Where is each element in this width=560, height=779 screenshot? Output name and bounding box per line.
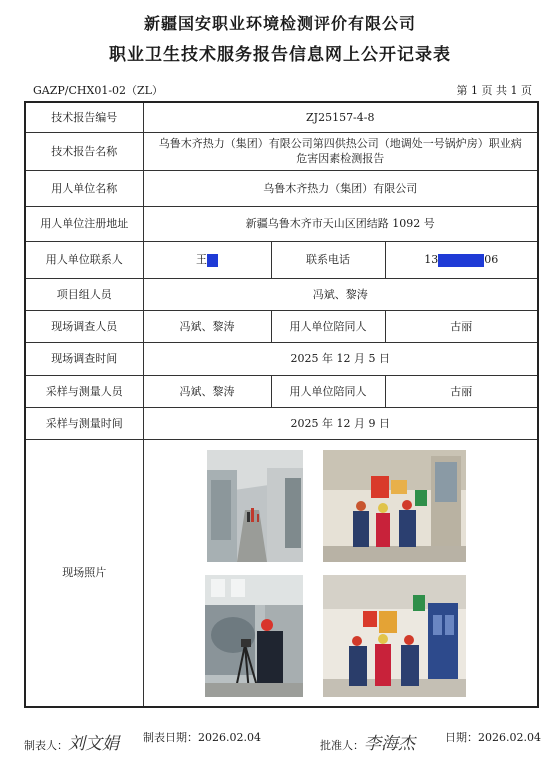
label-phone: 联系电话 (271, 241, 385, 278)
value-survey-escort: 古丽 (385, 310, 538, 342)
label-report-no: 技术报告编号 (25, 102, 143, 132)
value-survey-time: 2025 年 12 月 5 日 (143, 342, 538, 375)
contact-name-prefix: 王 (196, 253, 207, 266)
prep-date-value: 2026.02.04 (198, 731, 261, 744)
label-survey-time: 现场调查时间 (25, 342, 143, 375)
date-block (445, 729, 541, 745)
row-report-name (25, 132, 538, 170)
site-photo-4 (323, 575, 466, 697)
value-survey-staff: 冯斌、黎涛 (143, 310, 271, 342)
photos-cell (143, 439, 538, 707)
value-report-no: ZJ25157-4-8 (143, 102, 538, 132)
value-sampling-escort: 古丽 (385, 375, 538, 407)
value-report-name: 乌鲁木齐热力（集团）有限公司第四供热公司（地调处一号锅炉房）职业病危害因素检测报告 (143, 132, 538, 170)
site-photo-2 (323, 450, 466, 562)
row-client (25, 170, 538, 206)
value-sampling-staff: 冯斌、黎涛 (143, 375, 271, 407)
approver-label: 批准人： (320, 739, 364, 752)
row-team (25, 278, 538, 310)
date-value: 2026.02.04 (478, 731, 541, 744)
label-survey-staff: 现场调查人员 (25, 310, 143, 342)
form-title: 职业卫生技术服务报告信息网上公开记录表 (109, 45, 451, 65)
label-sampling-escort: 用人单位陪同人 (271, 375, 385, 407)
site-photo-1 (207, 450, 303, 562)
value-client: 乌鲁木齐热力（集团）有限公司 (143, 170, 538, 206)
prep-date-block (143, 729, 261, 745)
page-info: 第 1 页 共 1 页 (456, 84, 532, 97)
form-code: GAZP/CHX01-02（ZL） (33, 84, 163, 97)
label-contact: 用人单位联系人 (25, 241, 143, 278)
label-sampling-time: 采样与测量时间 (25, 407, 143, 439)
record-table (24, 101, 539, 708)
preparer-signature: 刘文娟 (68, 734, 119, 754)
label-team: 项目组人员 (25, 278, 143, 310)
label-report-name: 技术报告名称 (25, 132, 143, 170)
row-sampling-time (25, 407, 538, 439)
photo-grid (144, 440, 538, 706)
value-phone (385, 241, 538, 278)
row-survey-time (25, 342, 538, 375)
date-label: 日期： (445, 731, 478, 744)
label-address: 用人单位注册地址 (25, 206, 143, 241)
approver-block (320, 729, 415, 754)
row-report-no (25, 102, 538, 132)
value-address: 新疆乌鲁木齐市天山区团结路 1092 号 (143, 206, 538, 241)
label-photos: 现场照片 (25, 439, 143, 707)
label-client: 用人单位名称 (25, 170, 143, 206)
row-photos (25, 439, 538, 707)
value-sampling-time: 2025 年 12 月 9 日 (143, 407, 538, 439)
row-contact (25, 241, 538, 278)
site-photo-3 (205, 575, 303, 697)
prep-date-label: 制表日期： (143, 731, 198, 744)
value-contact-name (143, 241, 271, 278)
preparer-block (24, 729, 119, 754)
redaction-mark (207, 254, 218, 267)
value-team: 冯斌、黎涛 (143, 278, 538, 310)
row-sampling-staff (25, 375, 538, 407)
redaction-mark (438, 254, 484, 267)
company-name: 新疆国安职业环境检测评价有限公司 (143, 14, 416, 33)
approver-signature: 李海杰 (364, 734, 415, 754)
label-survey-escort: 用人单位陪同人 (271, 310, 385, 342)
row-address (25, 206, 538, 241)
phone-suffix: 06 (484, 253, 499, 266)
preparer-label: 制表人： (24, 739, 68, 752)
row-survey-staff (25, 310, 538, 342)
label-sampling-staff: 采样与测量人员 (25, 375, 143, 407)
phone-prefix: 13 (424, 253, 439, 266)
